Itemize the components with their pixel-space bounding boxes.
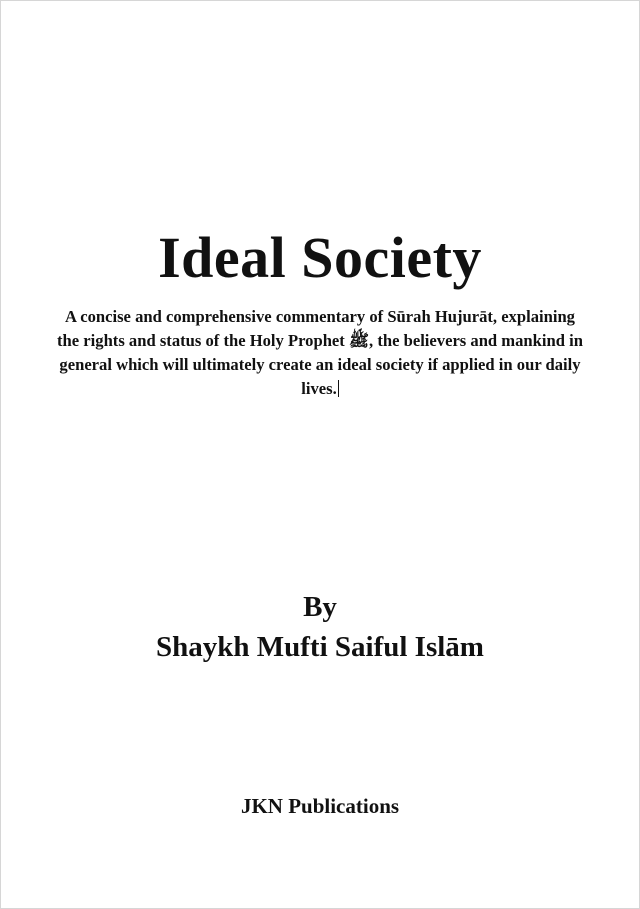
by-label: By [303,591,337,623]
text-cursor [338,380,339,397]
author-name: Shaykh Mufti Saiful Islām [156,631,484,663]
document-subtitle: A concise and comprehensive commentary of Sūrah Hujurāt, explaining the rights and status of the Holy Prophet ﷺ, the believers and mankind in general which will ultimately create an ideal society if applied in our daily lives. [57,307,583,398]
document-subtitle-block[interactable] [53,305,587,401]
document-title: Ideal Society [158,225,482,290]
publisher-name: JKN Publications [240,794,400,818]
